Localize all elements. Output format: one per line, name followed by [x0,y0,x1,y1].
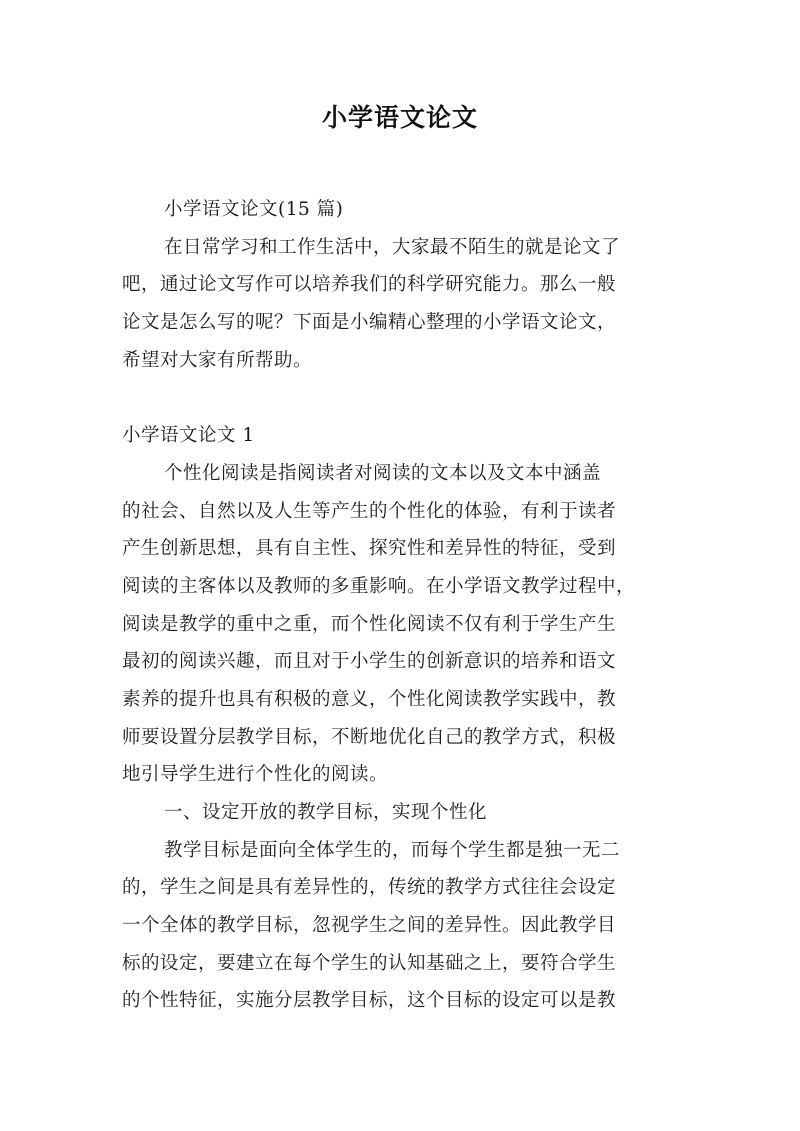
text-line: 阅读的主客体以及教师的多重影响。在小学语文教学过程中， [122,575,636,597]
text-line: 希望对大家有所帮助。 [122,349,313,371]
text-line: 吧，通过论文写作可以培养我们的科学研究能力。那么一般 [122,274,617,296]
text-line: 地引导学生进行个性化的阅读。 [122,764,389,786]
text-line: 一个全体的教学目标，忽视学生之间的差异性。因此教学目 [122,915,617,937]
text-line: 的社会、自然以及人生等产生的个性化的体验，有利于读者 [122,500,617,522]
text-line: 产生创新思想，具有自主性、探究性和差异性的特征，受到 [122,538,617,560]
text-line: 一、设定开放的教学目标，实现个性化 [164,802,488,823]
text-line: 师要设置分层教学目标，不断地优化自己的教学方式，积极 [122,726,617,748]
text-line: 素养的提升也具有积极的意义，个性化阅读教学实践中，教 [122,688,617,710]
text-line: 小学语文论文 1 [122,425,255,447]
document-title: 小学语文论文 [321,103,478,132]
document-body [122,191,682,1020]
text-line: 个性化阅读是指阅读者对阅读的文本以及文本中涵盖 [164,462,602,484]
text-line: 阅读是教学的重中之重，而个性化阅读不仅有利于学生产生 [122,613,617,635]
text-line: 论文是怎么写的呢？下面是小编精心整理的小学语文论文， [122,312,617,334]
text-line: 教学目标是面向全体学生的，而每个学生都是独一无二 [164,839,621,861]
text-line: 小学语文论文(15 篇) [164,199,344,220]
text-line: 的，学生之间是具有差异性的，传统的教学方式往往会设定 [122,877,617,899]
text-line: 最初的阅读兴趣，而且对于小学生的创新意识的培养和语文 [122,651,617,673]
text-line: 在日常学习和工作生活中，大家最不陌生的就是论文了 [164,236,621,258]
blank-line [122,379,682,417]
text-line: 的个性特征，实施分层教学目标，这个目标的设定可以是教 [122,990,617,1012]
text-line: 标的设定，要建立在每个学生的认知基础之上，要符合学生 [122,952,617,974]
